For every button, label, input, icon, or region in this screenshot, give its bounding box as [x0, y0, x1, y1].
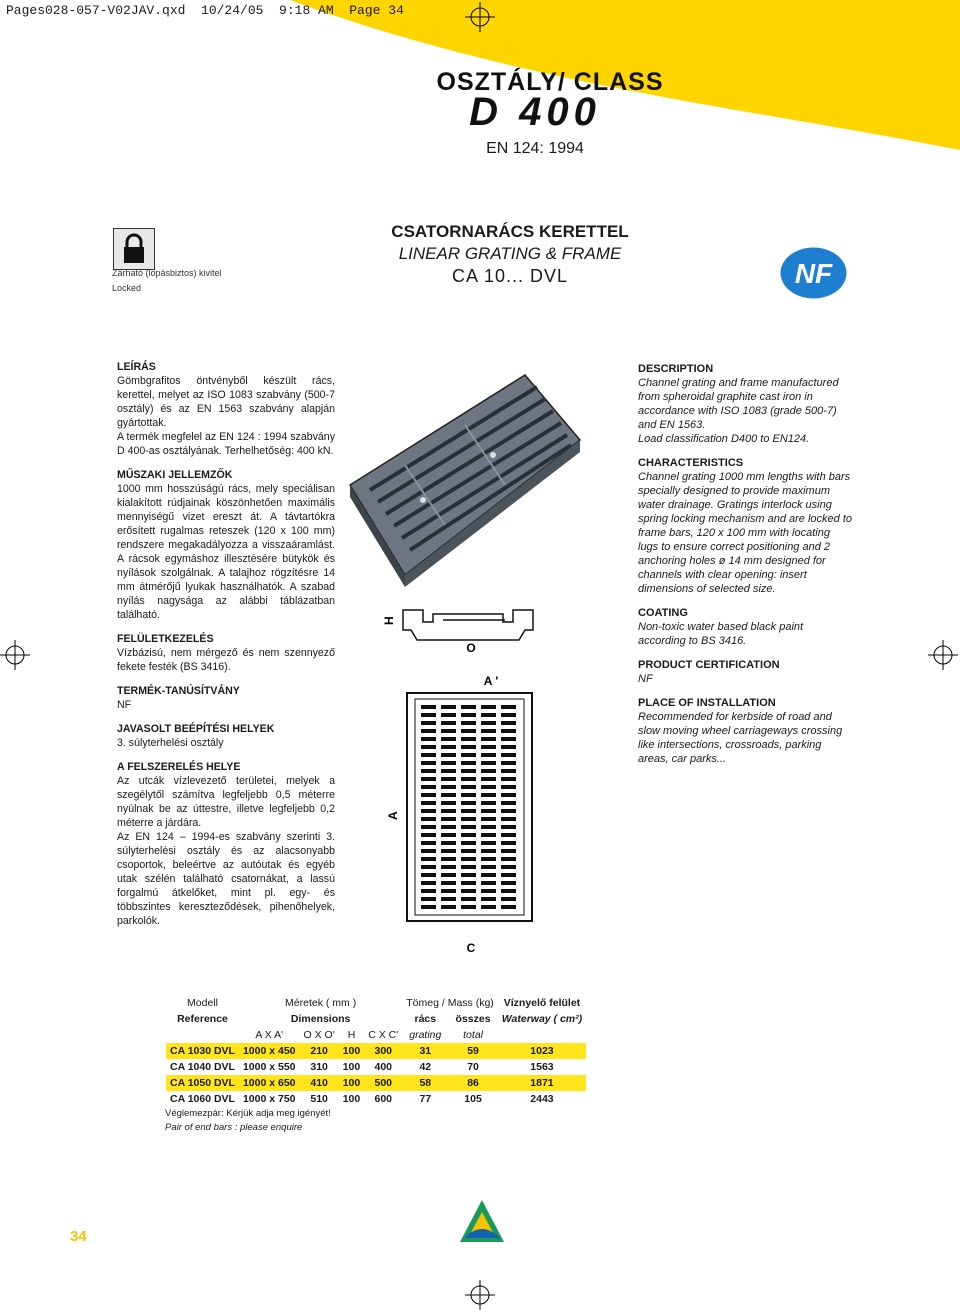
- th-waterway: Waterway ( cm²): [501, 1013, 583, 1025]
- para-description: Channel grating and frame manufactured from spheroidal graphite cast iron in accordance with ISO 1083 (grade 500-7) and EN 1563.: [638, 377, 839, 431]
- grating-slot: [441, 729, 456, 733]
- grating-slot: [421, 801, 436, 805]
- grating-slot: [481, 833, 496, 837]
- grating-slot: [441, 737, 456, 741]
- grating-slot: [421, 889, 436, 893]
- heading-muszaki: MŰSZAKI JELLEMZŐK: [117, 469, 233, 481]
- th-reference: Reference: [177, 1013, 228, 1025]
- product-drawing: [345, 355, 585, 955]
- grating-slot: [461, 753, 476, 757]
- para-felszereles-2: Az EN 124 – 1994-es szabvány szerinti 3. súlyterhelési osztály és az alacsonyabb csoportok, beleértve az autóutak és egyéb utak szélén található csatornákat, a lassú forgalmú átkelőket, mint pl. egy- és többszintes kereszteződések, pihenőhelyek, parkolók.: [117, 831, 335, 927]
- label-H: H: [382, 616, 396, 625]
- grating-slot: [421, 769, 436, 773]
- grating-slot: [461, 777, 476, 781]
- grating-slot: [421, 857, 436, 861]
- registration-mark-bottom: [465, 1280, 495, 1310]
- para-installation: Recommended for kerbside of road and slow moving wheel carriageways crossing like intersections, crossroads, parking areas, car parks...: [638, 711, 843, 765]
- grating-slot: [461, 737, 476, 741]
- grating-slot: [441, 809, 456, 813]
- grating-slot: [421, 841, 436, 845]
- grating-slot: [441, 793, 456, 797]
- heading-leiras: LEÍRÁS: [117, 361, 156, 373]
- table-row: CA 1050 DVL 1000 x 650 410 100 500 58 86 1871: [166, 1075, 586, 1091]
- grating-slot: [461, 889, 476, 893]
- grating-slot: [501, 817, 516, 821]
- grating-slot: [501, 905, 516, 909]
- label-A: A: [386, 811, 400, 820]
- th-meretek: Méretek ( mm ): [285, 997, 357, 1009]
- grating-slot: [461, 769, 476, 773]
- th-axa: A X A': [255, 1029, 284, 1041]
- grating-slot: [421, 721, 436, 725]
- label-C: C: [466, 941, 476, 955]
- grating-slot: [501, 793, 516, 797]
- grating-slot: [421, 753, 436, 757]
- grating-slot: [441, 705, 456, 709]
- para-javasolt: 3. súlyterhelési osztály: [117, 737, 224, 749]
- grating-slot: [421, 873, 436, 877]
- grating-slot: [481, 769, 496, 773]
- grating-slot: [481, 817, 496, 821]
- grating-slot: [461, 865, 476, 869]
- grating-slot: [461, 801, 476, 805]
- para-feluletkezeles: Vízbázisú, nem mérgező és nem szennyező fekete festék (BS 3416).: [117, 647, 335, 673]
- grating-slot: [481, 809, 496, 813]
- grating-slot: [421, 777, 436, 781]
- grating-slot: [441, 753, 456, 757]
- nf-logo: [780, 247, 847, 299]
- para-certification: NF: [638, 673, 653, 685]
- heading-tanusitvany: TERMÉK-TANÚSÍTVÁNY: [117, 685, 240, 697]
- right-column: [638, 362, 852, 766]
- registration-mark-right: [928, 640, 958, 670]
- grating-slot: [441, 785, 456, 789]
- grating-slot: [481, 753, 496, 757]
- grating-slot: [461, 721, 476, 725]
- grating-slot: [441, 889, 456, 893]
- grating-slot: [501, 833, 516, 837]
- nf-logo-text: NF: [794, 258, 833, 289]
- company-logo: [458, 1198, 506, 1246]
- grating-slot: [481, 897, 496, 901]
- grating-slot: [461, 809, 476, 813]
- footnote-en: Pair of end bars : please enquire: [165, 1122, 303, 1133]
- grating-slot: [501, 865, 516, 869]
- grating-slot: [501, 777, 516, 781]
- registration-mark-top: [465, 2, 495, 32]
- class-title: OSZTÁLY/ CLASS: [436, 68, 664, 96]
- para-leiras: Gömbgrafitos öntvényből készült rács, kerettel, melyet az ISO 1083 szabvány (500-7 osztály) és az EN 1563 szabvány alapján gyártottak.: [117, 375, 335, 429]
- page-number: 34: [70, 1228, 87, 1245]
- grating-slot: [461, 785, 476, 789]
- spec-table: [166, 995, 586, 1107]
- lock-label-hu: Zárható (lopásbiztos) kivitel: [112, 268, 222, 278]
- heading-description: DESCRIPTION: [638, 363, 714, 375]
- grating-slot: [481, 849, 496, 853]
- lock-label-en: Locked: [112, 283, 142, 293]
- grating-slot: [421, 793, 436, 797]
- grating-slot: [501, 849, 516, 853]
- grating-slot: [481, 793, 496, 797]
- heading-installation: PLACE OF INSTALLATION: [638, 697, 776, 709]
- grating-slot: [441, 833, 456, 837]
- para-characteristics: Channel grating 1000 mm lengths with bars specially designed to provide maximum water drainage. Gratings interlock using spring locking mechanism and are locked to frame bars, 120 x 100 mm with locating lugs to ensure correct positioning and 2 anchoring holes ø 14 mm designed for channels with clear opening: insert dimensions of selected size.: [638, 471, 853, 595]
- th-total: total: [463, 1029, 483, 1041]
- grating-slot: [481, 737, 496, 741]
- grating-slot: [441, 905, 456, 909]
- grating-slot: [421, 745, 436, 749]
- grating-slot: [461, 713, 476, 717]
- grating-slot: [481, 841, 496, 845]
- grating-slot: [481, 761, 496, 765]
- grating-slot: [461, 793, 476, 797]
- th-osszes: összes: [455, 1013, 491, 1025]
- grating-slot: [501, 713, 516, 717]
- heading-certification: PRODUCT CERTIFICATION: [638, 659, 780, 671]
- heading-characteristics: CHARACTERISTICS: [638, 457, 744, 469]
- grating-slot: [421, 729, 436, 733]
- grating-slot: [421, 865, 436, 869]
- grating-slot: [501, 809, 516, 813]
- grating-slot: [461, 841, 476, 845]
- table-row: CA 1030 DVL 1000 x 450 210 100 300 31 59 1023: [166, 1043, 586, 1059]
- th-viznyelo: Víznyelő felület: [503, 997, 581, 1009]
- grating-slot: [501, 881, 516, 885]
- grating-slot: [501, 721, 516, 725]
- file-slug: Pages028-057-V02JAV.qxd 10/24/05 9:18 AM Page 34: [6, 3, 404, 18]
- th-dimensions: Dimensions: [290, 1013, 351, 1025]
- grating-slot: [441, 825, 456, 829]
- grating-slot: [501, 745, 516, 749]
- product-name-en: LINEAR GRATING & FRAME: [398, 244, 622, 263]
- para-felszereles: Az utcák vízlevezető területei, melyek a szegélytől számítva legfeljebb 0,5 méterre nyúlnak be az úttestre, illetve legfeljebb 0,2 méterre a járdára.: [117, 775, 335, 829]
- grating-slot: [481, 721, 496, 725]
- grating-slot: [441, 769, 456, 773]
- grating-slot: [421, 809, 436, 813]
- grating-slot: [441, 801, 456, 805]
- grating-slot: [461, 833, 476, 837]
- grating-slot: [421, 849, 436, 853]
- grating-slot: [501, 841, 516, 845]
- grating-slot: [481, 889, 496, 893]
- grating-slot: [421, 897, 436, 901]
- grating-slot: [421, 825, 436, 829]
- grating-slot: [481, 777, 496, 781]
- para-coating: Non-toxic water based black paint according to BS 3416.: [638, 621, 804, 647]
- left-column: [117, 360, 335, 928]
- grating-slot: [421, 785, 436, 789]
- grating-slot: [461, 873, 476, 877]
- grating-slot: [441, 873, 456, 877]
- grating-slot: [421, 705, 436, 709]
- grating-slot: [501, 897, 516, 901]
- grating-slot: [481, 905, 496, 909]
- grating-slot: [481, 705, 496, 709]
- grating-slot: [501, 873, 516, 877]
- grating-slot: [481, 873, 496, 877]
- heading-coating: COATING: [638, 607, 688, 619]
- grating-slot: [421, 881, 436, 885]
- section-view: [403, 610, 533, 640]
- th-cxc: C X C': [368, 1029, 399, 1041]
- table-row: CA 1060 DVL 1000 x 750 510 100 600 77 105 2443: [166, 1091, 586, 1107]
- heading-javasolt: JAVASOLT BEÉPÍTÉSI HELYEK: [117, 723, 275, 735]
- th-oxo: O X O': [303, 1029, 335, 1041]
- grating-slot: [461, 849, 476, 853]
- grating-slot: [481, 865, 496, 869]
- grating-slot: [421, 761, 436, 765]
- grating-photo: [350, 375, 580, 587]
- grating-slot: [501, 769, 516, 773]
- grating-slot: [481, 745, 496, 749]
- grating-slot: [461, 705, 476, 709]
- grating-slot: [501, 729, 516, 733]
- product-code: CA 10... DVL: [451, 266, 569, 286]
- grating-slot: [441, 777, 456, 781]
- grating-slot: [441, 881, 456, 885]
- grating-slot: [461, 729, 476, 733]
- grating-slot: [461, 857, 476, 861]
- para-tanusitvany: NF: [117, 699, 132, 711]
- grating-slot: [481, 801, 496, 805]
- grating-slot: [421, 817, 436, 821]
- para-muszaki: 1000 mm hosszúságú rács, mely speciálisan kialakított rúdjainak köszönhetően maximális mennyiségű vizet ereszt át. A távtartókra erősített rugalmas reteszek (120 x 100 mm) rendszere megakadályozza a visszaáramlást. A rácsok egymáshoz illesztésére bütykök és nyílások szolgálnak. A talajhoz rögzítésre 14 mm átmérőjű lyukak használhatók. A szabad nyílás nagysága az alábbi táblázatban található.: [117, 483, 335, 621]
- th-model: Modell: [187, 997, 218, 1009]
- heading-feluletkezeles: FELÜLETKEZELÉS: [117, 633, 214, 645]
- label-O: O: [466, 641, 476, 655]
- grating-slot: [441, 897, 456, 901]
- para-description-2: Load classification D400 to EN124.: [638, 433, 810, 445]
- grating-slot: [461, 817, 476, 821]
- grating-slot: [461, 745, 476, 749]
- grating-slot: [461, 761, 476, 765]
- grating-slot: [441, 713, 456, 717]
- grating-slot: [441, 857, 456, 861]
- grating-slot: [421, 833, 436, 837]
- registration-mark-left: [0, 640, 30, 670]
- grating-slot: [461, 825, 476, 829]
- grating-slot: [501, 753, 516, 757]
- lock-icon: [113, 228, 155, 270]
- grating-slot: [421, 905, 436, 909]
- grating-slot: [461, 897, 476, 901]
- grating-slot: [501, 825, 516, 829]
- para-leiras-2: A termék megfelel az EN 124 : 1994 szabvány D 400-as osztályának. Terhelhetőség: 400 kN.: [117, 431, 335, 457]
- footnote-hu: Véglemezpár: Kérjük adja meg igényét!: [165, 1108, 331, 1119]
- grating-slot: [441, 865, 456, 869]
- grating-slot: [421, 737, 436, 741]
- grating-slot: [481, 857, 496, 861]
- grating-slot: [441, 817, 456, 821]
- th-racs: rács: [414, 1013, 437, 1025]
- label-A1: A ': [483, 674, 499, 688]
- grating-slot: [501, 785, 516, 789]
- grating-slot: [441, 761, 456, 765]
- table-row: CA 1040 DVL 1000 x 550 310 100 400 42 70 1563: [166, 1059, 586, 1075]
- th-grating: grating: [409, 1029, 442, 1041]
- grating-slot: [461, 881, 476, 885]
- grating-slot: [481, 825, 496, 829]
- grating-slot: [441, 841, 456, 845]
- grating-slot: [501, 761, 516, 765]
- grating-slot: [461, 905, 476, 909]
- class-code: D 400: [469, 90, 601, 134]
- grating-slot: [481, 785, 496, 789]
- grating-slot: [441, 849, 456, 853]
- th-tomeg: Tömeg / Mass (kg): [406, 997, 494, 1009]
- grating-slot: [481, 729, 496, 733]
- grating-slot: [441, 745, 456, 749]
- standard: EN 124: 1994: [486, 140, 584, 157]
- grating-slot: [501, 857, 516, 861]
- th-h: H: [347, 1029, 356, 1041]
- grating-slot: [481, 881, 496, 885]
- grating-slot: [501, 801, 516, 805]
- product-name-hu: CSATORNARÁCS KERETTEL: [391, 222, 629, 241]
- grating-slot: [441, 721, 456, 725]
- grating-slot: [501, 705, 516, 709]
- grating-slot: [501, 889, 516, 893]
- heading-felszereles: A FELSZERELÉS HELYE: [117, 761, 241, 773]
- grating-slot: [501, 737, 516, 741]
- grating-slot: [421, 713, 436, 717]
- grating-slot: [481, 713, 496, 717]
- plan-view: [407, 693, 532, 921]
